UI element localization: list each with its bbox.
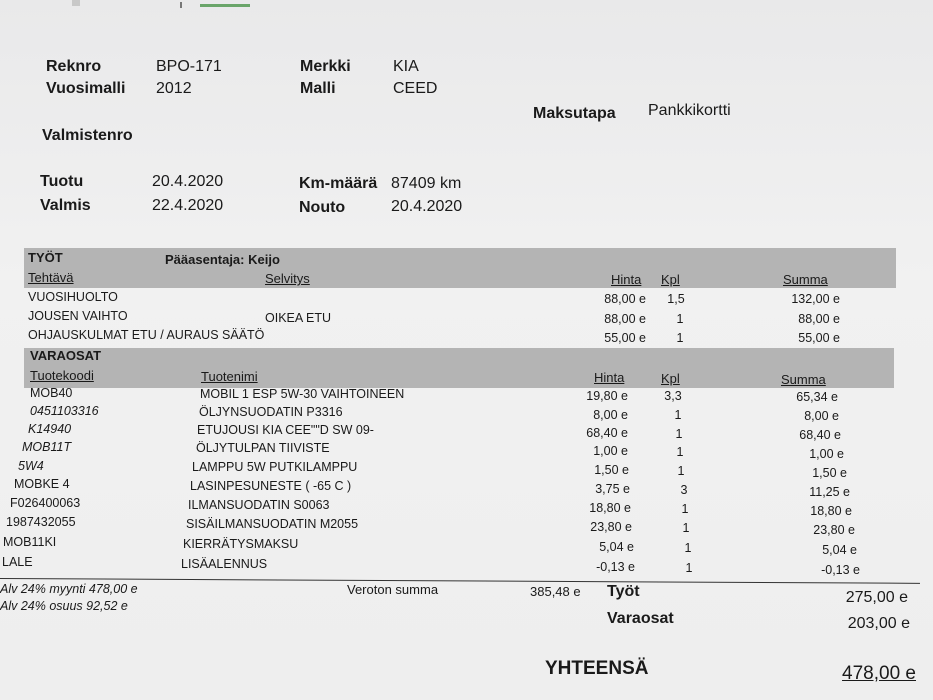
price-cell: 55,00 e	[604, 331, 646, 345]
price-cell: 88,00 e	[604, 312, 646, 326]
name-cell: LASINPESUNESTE ( -65 C )	[190, 479, 352, 493]
qty-cell: 3,3	[664, 389, 682, 403]
name-cell: ÖLJYNSUODATIN P3316	[199, 405, 343, 419]
price-cell: 5,04 e	[599, 540, 634, 554]
price-cell: 1,00 e	[593, 444, 628, 458]
alv-share: Alv 24% osuus 92,52 e	[0, 599, 128, 613]
sum-cell: 5,04 e	[822, 543, 857, 557]
maksutapa-label: Maksutapa	[533, 105, 616, 122]
varaosat-title: VARAOSAT	[30, 348, 102, 363]
sum-cell: 8,00 e	[804, 409, 839, 423]
name-cell: KIERRÄTYSMAKSU	[183, 537, 299, 551]
code-cell: K14940	[28, 422, 72, 436]
varaosat-header-band	[24, 348, 894, 388]
price-cell: 1,50 e	[594, 463, 629, 477]
price-cell: 18,80 e	[589, 501, 631, 515]
reknro-label: Reknro	[46, 58, 102, 75]
nouto-label: Nouto	[299, 199, 346, 216]
name-cell: LAMPPU 5W PUTKILAMPPU	[192, 460, 358, 474]
veroton-value: 385,48 e	[530, 584, 581, 599]
code-cell: MOB40	[30, 386, 73, 400]
sum-cell: -0,13 e	[821, 563, 860, 577]
code-cell: F026400063	[10, 496, 81, 510]
qty-cell: 1	[677, 464, 685, 478]
code-cell: MOB11KI	[3, 535, 57, 549]
tyot-header-band	[24, 248, 896, 288]
qty-cell: 1	[676, 445, 684, 459]
qty-cell: 1	[682, 521, 690, 535]
alv-sales: Alv 24% myynti 478,00 e	[0, 582, 138, 596]
mechanic-label: Pääasentaja: Keijo	[165, 252, 280, 267]
col-qty: Kpl	[661, 371, 680, 386]
tyot-title: TYÖT	[28, 250, 63, 265]
qty-cell: 1,5	[667, 292, 685, 306]
sum-cell: 55,00 e	[798, 331, 840, 345]
task-cell: OHJAUSKULMAT ETU / AURAUS SÄÄTÖ	[28, 328, 265, 342]
name-cell: MOBIL 1 ESP 5W-30 VAIHTOINEEN	[200, 387, 405, 401]
qty-cell: 3	[680, 483, 688, 497]
tuotu-label: Tuotu	[40, 173, 84, 190]
task-cell: VUOSIHUOLTO	[28, 290, 118, 304]
qty-cell: 1	[676, 312, 684, 326]
col-explanation: Selvitys	[265, 271, 310, 286]
valmis-label: Valmis	[40, 197, 91, 214]
explanation-cell: OIKEA ETU	[265, 311, 331, 325]
name-cell: ILMANSUODATIN S0063	[188, 498, 330, 512]
code-cell: MOBKE 4	[14, 477, 70, 491]
qty-cell: 1	[681, 502, 689, 516]
sum-cell: 1,50 e	[812, 466, 847, 480]
sum-cell: 23,80 e	[813, 523, 855, 537]
veroton-label: Veroton summa	[347, 582, 439, 597]
maksutapa-value: Pankkikortti	[648, 102, 731, 119]
col-task: Tehtävä	[28, 270, 74, 285]
malli-value: CEED	[393, 80, 438, 97]
price-cell: -0,13 e	[596, 560, 635, 574]
varaosat-total-value: 203,00 e	[847, 615, 910, 632]
top-edge-mark	[60, 0, 280, 8]
task-cell: JOUSEN VAIHTO	[28, 309, 128, 323]
vuosimalli-label: Vuosimalli	[46, 80, 126, 97]
code-cell: 0451103316	[30, 404, 99, 418]
valmistenro-label: Valmistenro	[42, 127, 133, 144]
code-cell: LALE	[2, 555, 33, 569]
nouto-value: 20.4.2020	[391, 198, 463, 215]
col-sum: Summa	[781, 372, 826, 387]
price-cell: 19,80 e	[586, 389, 628, 403]
price-cell: 23,80 e	[590, 520, 632, 534]
sum-cell: 1,00 e	[809, 447, 844, 461]
qty-cell: 1	[685, 561, 693, 575]
qty-cell: 1	[675, 427, 683, 441]
yhteensa-label: YHTEENSÄ	[545, 658, 649, 679]
col-sum: Summa	[783, 272, 828, 287]
sum-cell: 88,00 e	[798, 312, 840, 326]
col-price: Hinta	[611, 272, 642, 287]
sum-cell: 65,34 e	[796, 390, 838, 404]
km-label: Km-määrä	[299, 175, 378, 192]
km-value: 87409 km	[391, 175, 462, 192]
tyot-total-value: 275,00 e	[845, 589, 908, 606]
code-cell: 5W4	[18, 459, 44, 473]
col-qty: Kpl	[661, 272, 680, 287]
name-cell: ETUJOUSI KIA CEE""D SW 09-	[197, 423, 374, 437]
price-cell: 3,75 e	[595, 482, 630, 496]
name-cell: LISÄALENNUS	[181, 557, 268, 571]
merkki-value: KIA	[393, 58, 419, 75]
qty-cell: 1	[674, 408, 682, 422]
sum-cell: 68,40 e	[799, 428, 841, 442]
price-cell: 8,00 e	[593, 408, 628, 422]
reknro-value: BPO-171	[156, 58, 222, 75]
malli-label: Malli	[300, 80, 336, 97]
varaosat-total-label: Varaosat	[607, 610, 674, 627]
col-name: Tuotenimi	[201, 369, 258, 384]
yhteensa-value: 478,00 e	[842, 663, 916, 684]
merkki-label: Merkki	[300, 58, 351, 75]
vuosimalli-value: 2012	[156, 80, 192, 97]
price-cell: 68,40 e	[586, 426, 628, 440]
name-cell: ÖLJYTULPAN TIIVISTE	[196, 441, 330, 455]
price-cell: 88,00 e	[604, 292, 646, 306]
tuotu-value: 20.4.2020	[152, 173, 224, 190]
valmis-value: 22.4.2020	[152, 197, 224, 214]
sum-cell: 11,25 e	[809, 485, 850, 499]
code-cell: 1987432055	[6, 515, 76, 529]
code-cell: MOB11T	[22, 440, 72, 454]
sum-cell: 132,00 e	[791, 292, 840, 306]
tyot-total-label: Työt	[607, 583, 640, 600]
sum-cell: 18,80 e	[810, 504, 852, 518]
name-cell: SISÄILMANSUODATIN M2055	[186, 517, 359, 531]
col-code: Tuotekoodi	[30, 368, 94, 383]
qty-cell: 1	[676, 331, 684, 345]
col-price: Hinta	[594, 370, 625, 385]
qty-cell: 1	[684, 541, 692, 555]
